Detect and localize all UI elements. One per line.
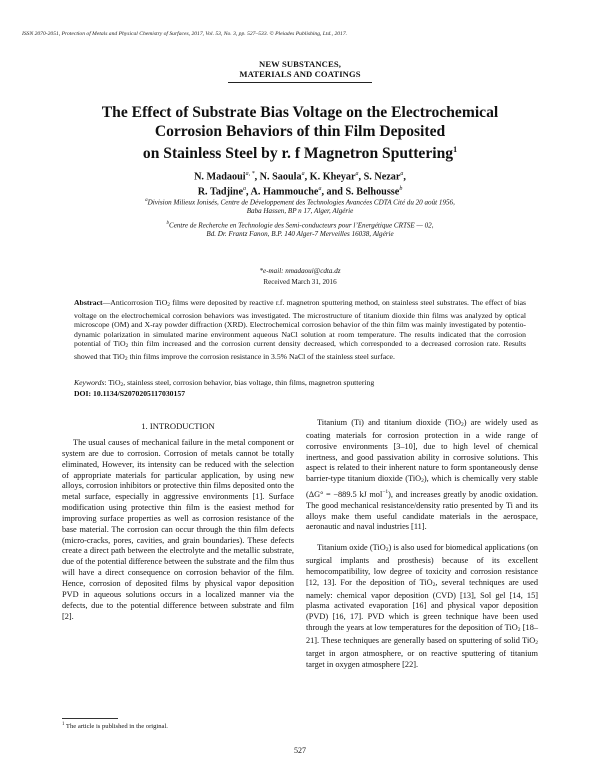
paragraph-text: Titanium (Ti) and titanium dioxide (TiO	[317, 418, 461, 427]
affiliation-a-line1-text: Division Milieux Ionisés, Centre de Développement des Technologies Avancées CDTA Cité du 20 août 1956,	[147, 198, 455, 207]
abstract-text-4: thin films improve the corrosion resistance in 3.5% NaCl of the stainless steel surface.	[127, 351, 395, 361]
author-affiliation-mark: a	[301, 171, 305, 177]
paragraph-text: ) are widely used as coating materials for corrosion protection in a wide range of corrosive environments [3–10], due to high level of chemical inertness, and good passivation ability in corrosive solutions. This aspect is related to their inherent nature to form spontaneously dense barrier-type titanium dioxide (TiO	[306, 418, 539, 484]
author-separator: , and	[321, 186, 346, 198]
subscript: 2	[167, 302, 170, 308]
author-affiliation-mark: a	[318, 186, 322, 193]
abstract-dash: —	[102, 298, 111, 307]
author-line1: N. Madaoui$^{a, *}$, N. Saoula$^a$, K. Kheyar$^a$, S. Nezar$^a$,	[194, 171, 406, 183]
abstract-text-2: films were deposited by reactive r.f. magnetron sputtering method, on stainless steel substrates. The effect of bias voltage on the electrochemical corrosion behaviors was investigated. The microstructure of titanium dioxide thin films was analyzed by optical microscope (OM) and X-ray powder diffraction (XRD). Electrochemical corrosion behavior of the thin film was mainly investigated by potentio-dynamic polarization in simulated marine environment aqueous NaCl solution at room temperature. The results indicated that the corrosion potential of TiO	[74, 298, 526, 349]
page-number: 527	[294, 746, 306, 755]
author-list	[40, 168, 560, 199]
body-paragraph	[306, 418, 538, 533]
author-name: N. Saoula	[259, 171, 302, 183]
right-column	[306, 418, 538, 670]
footnote-rule	[62, 718, 118, 719]
title-footnote-mark: 1	[453, 145, 458, 154]
received-date: Received March 31, 2016	[263, 278, 337, 286]
title-line1: The Effect of Substrate Bias Voltage on the Electrochemical	[101, 104, 499, 121]
affiliation-a	[40, 196, 560, 216]
author-name: K. Kheyar	[309, 171, 356, 183]
affiliation-a-line1	[40, 196, 560, 207]
author-separator: ,	[254, 171, 260, 183]
footnote-text: The article is published in the original.	[64, 723, 168, 731]
paragraph-text: target in argon atmosphere, or on reactive sputtering of titanium target in oxygen atmosphere [22].	[306, 648, 538, 669]
keywords-text-2: , stainless steel, corrosion behavior, bias voltage, thin films, magnetron sputtering	[123, 378, 375, 387]
affiliation-mark: a	[145, 198, 148, 203]
affiliation-a-line2: Baba Hassen, BP n 17, Alger, Algérie	[246, 207, 354, 216]
introduction-heading: 1. INTRODUCTION	[141, 421, 215, 431]
corresponding-email: *e-mail: nmadaoui@cdta.dz	[259, 267, 341, 275]
author-affiliation-mark: a, *	[245, 171, 255, 177]
subscript: 2	[421, 478, 424, 485]
body-paragraph	[306, 543, 538, 670]
subscript: 2	[535, 639, 538, 646]
subscript: 2	[125, 343, 129, 350]
keywords-label: Keywords	[74, 378, 105, 387]
affiliation-b-line1	[40, 219, 560, 230]
paragraph-text: ), and increases greatly by anodic oxidation. The good mechanical resistance/density ratio presented by Ti and its alloys make them useful candidate materials in the aerospace, aeronautic and naval industries [11].	[306, 489, 538, 532]
subscript: 2	[517, 627, 521, 634]
abstract-text-3: thin film increased and the corrosion current density decreased, which corresponded to a decreased corrosion rate. Results showed that TiO	[74, 339, 526, 361]
affiliation-b-line1-text: Centre de Recherche en Technologie des Semi-conducteurs pour l’Energétique CRTSE — 02,	[168, 221, 434, 230]
subscript: 2	[385, 547, 389, 554]
article-title	[40, 104, 560, 164]
affiliation-b	[40, 219, 560, 239]
body-paragraph: The usual causes of mechanical failure in the metal component or system are due to corrosion. Corrosion of metals cannot be totally eliminated, However, its intensity can be reduced with the selection of appropriate materials for particular application, by using new alloys, corrosion inhibitors or protective thin films deposited onto the metal surface, especially in aggressive environments [1]. Surface modification using protective thin film is the easiest method for improving surface properties as well as corrosion resistance of the base material. The corrosion can occur through the thin film defects (micro-cracks, pores, cavities, and grain boundaries). These defects create a direct path between the electrolyte and the metallic substrate, due of the potential difference between the substrate and the film thus will have a direct consequence on corrosion behavior of the film. Hence, corrosion of deposited films by physical vapor deposition PVD in aqueous solutions occurs in a localized manner via the defects, due to the potential difference between substrate and film [2].	[62, 438, 294, 621]
author-affiliation-mark: a	[400, 171, 404, 177]
subscript: 2	[460, 422, 464, 428]
abstract	[74, 298, 526, 365]
subscript: 2	[120, 382, 124, 388]
abstract-label: Abstract	[74, 298, 103, 307]
author-name: R. Tadjine	[197, 186, 243, 198]
section-rule	[228, 82, 372, 83]
title-line2: Corrosion Behaviors of thin Film Deposited	[154, 122, 446, 140]
section-heading-line2: MATERIALS AND COATINGS	[239, 69, 361, 79]
author-affiliation-mark: a	[242, 186, 246, 193]
paragraph-text: [18–21]. These techniques are generally based on sputtering of solid TiO	[306, 623, 538, 645]
author-name: A. Hammouche	[250, 186, 319, 198]
author-separator: ,	[358, 171, 364, 183]
affiliation-mark: b	[166, 221, 169, 226]
section-heading-line1: NEW SUBSTANCES,	[259, 59, 341, 69]
superscript: −1	[382, 489, 389, 496]
author-name: N. Madaoui	[194, 171, 246, 183]
subscript: 2	[432, 581, 436, 588]
affiliation-b-line2: Bd. Dr. Frantz Fanon, B.P. 140 Alger-7 Merveilles 16038, Algérie	[206, 230, 394, 239]
doi: DOI: 10.1134/S2070205117030157	[74, 389, 186, 398]
subscript: 2	[124, 355, 128, 362]
author-affiliation-mark: b	[399, 186, 403, 193]
title-line3	[40, 141, 560, 164]
keywords-text-1: : TiO	[104, 378, 121, 387]
footnote-mark: 1	[62, 722, 65, 727]
paragraph-text: ) is also used for biomedical applications (on surgical implants and prosthesis) because of its excellent hemocompatibility, low degree of toxicity and corrosion resistance [12, 13]. For the deposition of TiO	[306, 543, 539, 587]
journal-citation-line: ISSN 2070-2051, Protection of Metals and Physical Chemistry of Surfaces, 2017, Vol. 53, No. 3, pp. 527–533. © Pleiades Publishing, Ltd., 2017.	[22, 31, 348, 37]
author-separator: ,	[245, 186, 251, 198]
footnote	[62, 722, 294, 730]
left-column	[62, 438, 294, 622]
author-affiliation-mark: a	[355, 171, 359, 177]
title-line3-text: on Stainless Steel by r. f Magnetron Sputtering	[142, 145, 454, 163]
abstract-text-1: Anticorrosion TiO	[110, 298, 168, 307]
paragraph-text: ), which is chemically very stable (ΔG° = −889.5 kJ mol	[306, 474, 538, 499]
paragraph-text: Titanium oxide (TiO	[317, 543, 386, 553]
author-name: S. Nezar	[363, 171, 401, 183]
author-separator: ,	[304, 171, 310, 183]
paragraph-text: , several techniques are used namely: chemical vapor deposition (CVD) [13], Sol gel [14, 15] plasma activated evaporation [16] and physical vapor deposition (PVD) [16, 17]. PVD which is green technique have been used through the years at low temperatures for the deposition of TiO	[306, 577, 538, 633]
author-name: S. Belhousse	[345, 186, 400, 198]
